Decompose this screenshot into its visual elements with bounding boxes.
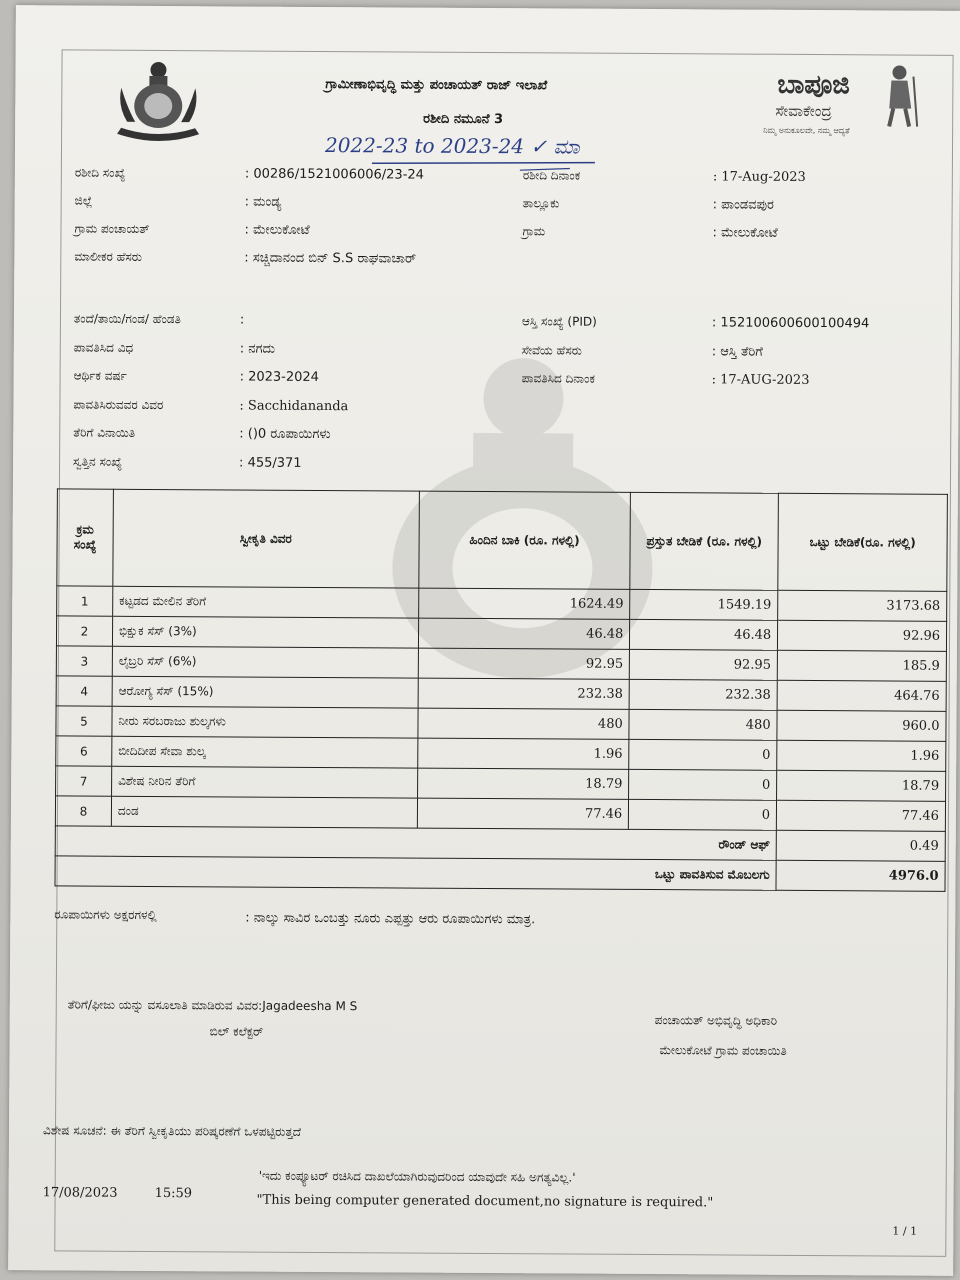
serial-cell: 3 <box>56 646 112 676</box>
description-cell: ಲೈಬ್ರರಿ ಸೆಸ್ (6%) <box>112 646 418 678</box>
detail-row <box>74 336 514 367</box>
asset-number-value: : 455/371 <box>239 454 302 471</box>
detail-row <box>521 367 921 398</box>
village-value: : ಮೇಲುಕೋಟೆ <box>712 225 778 241</box>
current-demand-cell: 1549.19 <box>630 589 778 620</box>
grand-total-value: 4976.0 <box>776 860 945 891</box>
previous-balance-cell: 92.95 <box>418 648 630 679</box>
total-demand-cell: 3173.68 <box>778 590 947 621</box>
receipt-number-label: ರಶೀದಿ ಸಂಖ್ಯೆ <box>74 165 126 180</box>
details2-right-block <box>521 310 922 398</box>
brand-tagline: ನಿಮ್ಮ ಅನುಕೂಲವೇ, ನಮ್ಮ ಆದ್ಯತೆ <box>763 125 850 136</box>
col-header-previous-balance: ಹಿಂದಿನ ಬಾಕಿ (ರೂ. ಗಳಲ್ಲಿ) <box>418 491 630 589</box>
col-header-description: ಸ್ವೀಕೃತಿ ವಿವರ <box>113 489 419 588</box>
taluk-value: : ಪಾಂಡವಪುರ <box>712 197 774 213</box>
serial-cell: 1 <box>57 586 113 616</box>
detail-row <box>74 307 514 338</box>
gram-panchayat-label: ಗ್ರಾಮ ಪಂಚಾಯತ್ <box>74 221 150 236</box>
special-note: ವಿಶೇಷ ಸೂಚನೆ: ಈ ತೆರಿಗೆ ಸ್ವೀಕೃತಿಯು ಪರಿಷ್ಕರಣೆಗೆ ಒಳಪಟ್ಟಿರುತ್ತದೆ <box>42 1123 302 1139</box>
detail-row <box>522 339 922 370</box>
details-right-block <box>522 164 923 250</box>
karnataka-emblem-icon <box>113 58 204 145</box>
detail-row <box>522 310 922 341</box>
gandhi-figure-icon <box>877 62 923 128</box>
brand-subtitle: ಸೇವಾಕೇಂದ್ರ <box>775 101 832 121</box>
previous-balance-cell: 46.48 <box>418 618 630 649</box>
previous-balance-cell: 1624.49 <box>418 588 630 619</box>
detail-row <box>74 245 634 276</box>
officer-office: ಮೇಲುಕೋಟೆ ಗ್ರಾಮ ಪಂಚಾಯಿತಿ <box>659 1043 787 1058</box>
previous-balance-cell: 1.96 <box>417 738 629 769</box>
payment-date-label: ಪಾವತಿಸಿದ ದಿನಾಂಕ <box>521 371 595 386</box>
service-name-value: : ಆಸ್ತಿ ತೆರಿಗೆ <box>711 343 763 360</box>
print-time: 15:59 <box>154 1185 193 1202</box>
financial-year-label: ಆರ್ಥಿಕ ವರ್ಷ <box>73 368 127 383</box>
computer-note-english: "This being computer generated document,no signature is required." <box>256 1192 714 1211</box>
form-title: ರಶೀದಿ ನಮೂನೆ 3 <box>423 111 504 128</box>
current-demand-cell: 232.38 <box>629 679 777 710</box>
officer-title: ಪಂಚಾಯತ್ ಅಭಿವೃದ್ಧಿ ಅಧಿಕಾರಿ <box>654 1013 778 1028</box>
payment-date-value: : 17-AUG-2023 <box>711 372 810 388</box>
brand-name: ಬಾಪೂಜಿ <box>777 69 850 101</box>
grand-total-label: ಒಟ್ಟು ಪಾವತಿಸುವ ಮೊಬಲಗು <box>55 856 776 890</box>
description-cell: ನೀರು ಸರಬರಾಜು ಶುಲ್ಕಗಳು <box>112 706 418 738</box>
description-cell: ಕಟ್ಟಡದ ಮೇಲಿನ ತೆರಿಗೆ <box>113 586 419 618</box>
detail-row <box>73 421 513 452</box>
current-demand-cell: 480 <box>629 709 777 740</box>
detail-row <box>523 192 923 222</box>
parent-spouse-label: ತಂದೆ/ತಾಯಿ/ಗಂಡ/ ಹೆಂಡತಿ <box>73 311 181 327</box>
detail-row <box>73 393 513 424</box>
property-id-label: ಆಸ್ತಿ ಸಂಖ್ಯೆ (PID) <box>521 314 597 329</box>
col-header-total-demand: ಒಟ್ಟು ಬೇಡಿಕೆ(ರೂ. ಗಳಲ್ಲಿ) <box>778 493 947 591</box>
payer-value: : Sacchidananda <box>239 397 349 414</box>
collector-line: ತೆರಿಗೆ/ಫೀಜು ಯನ್ನು ವಸೂಲಾತಿ ಮಾಡಿರುವ ವಿವರ:Jagadeesha M S <box>67 997 358 1014</box>
district-value: : ಮಂಡ್ಯ <box>244 194 282 210</box>
district-label: ಜಿಲ್ಲೆ <box>74 193 93 208</box>
collector-role: ಬಿಲ್ ಕಲೆಕ್ಟರ್ <box>209 1024 264 1039</box>
serial-cell: 5 <box>56 706 112 736</box>
current-demand-cell: 0 <box>629 739 777 770</box>
amount-words-value: : ನಾಲ್ಕು ಸಾವಿರ ಒಂಬತ್ತು ನೂರು ಎಪ್ಪತ್ತು ಆರು ರೂಪಾಯಿಗಳು ಮಾತ್ರ. <box>245 910 536 928</box>
round-off-value: 0.49 <box>776 830 945 861</box>
fees-table <box>54 488 947 891</box>
tax-exemption-value: : ()0 ರೂಪಾಯಿಗಳು <box>239 426 331 443</box>
taluk-label: ತಾಲ್ಲೂಕು <box>522 196 560 211</box>
total-demand-cell: 18.79 <box>777 770 946 801</box>
detail-row <box>73 450 513 481</box>
description-cell: ಭಿಕ್ಷುಕ ಸೆಸ್ (3%) <box>112 616 418 648</box>
serial-cell: 8 <box>55 796 111 826</box>
grand-total-row <box>55 856 945 891</box>
gram-panchayat-value: : ಮೇಲುಕೋಟೆ <box>244 222 310 238</box>
current-demand-cell: 0 <box>629 799 777 830</box>
detail-row <box>74 364 514 395</box>
details2-left-block <box>73 307 514 481</box>
detail-row <box>523 164 923 194</box>
round-off-label: ರೌಂಡ್ ಆಫ್ <box>55 826 776 860</box>
previous-balance-cell: 232.38 <box>418 678 630 709</box>
total-demand-cell: 1.96 <box>777 740 946 771</box>
receipt-date-label: ರಶೀದಿ ದಿನಾಂಕ <box>522 168 581 183</box>
handwritten-note: 2022-23 to 2023-24 ✓ ಮಾ <box>324 133 580 159</box>
serial-cell: 4 <box>56 676 112 706</box>
receipt-number-value: : 00286/1521006006/23-24 <box>244 166 425 183</box>
receipt-paper <box>8 5 960 1276</box>
previous-balance-cell: 480 <box>417 708 629 739</box>
page-number: 1 / 1 <box>892 1224 918 1238</box>
total-demand-cell: 464.76 <box>777 680 946 711</box>
department-title: ಗ್ರಾಮೀಣಾಭಿವೃದ್ಧಿ ಮತ್ತು ಪಂಚಾಯತ್ ರಾಜ್ ಇಲಾಖೆ <box>325 77 548 94</box>
payment-mode-value: : ನಗದು <box>239 340 276 357</box>
owner-name-label: ಮಾಲೀಕರ ಹೆಸರು <box>74 249 143 264</box>
current-demand-cell: 92.95 <box>630 649 778 680</box>
serial-cell: 7 <box>56 766 112 796</box>
total-demand-cell: 960.0 <box>777 710 946 741</box>
total-demand-cell: 92.96 <box>778 620 947 651</box>
description-cell: ವಿಶೇಷ ನೀರಿನ ತೆರಿಗೆ <box>111 766 417 798</box>
owner-name-value: : ಸಚ್ಚಿದಾನಂದ ಬಿನ್ S.S ರಾಘವಾಚಾರ್ <box>244 250 417 267</box>
previous-balance-cell: 18.79 <box>417 768 629 799</box>
description-cell: ಬೀದಿದೀಪ ಸೇವಾ ಶುಲ್ಕ <box>112 736 418 768</box>
payer-label: ಪಾವತಿಸಿರುವವರ ವಿವರ <box>73 396 164 412</box>
service-name-label: ಸೇವೆಯ ಹೆಸರು <box>521 342 582 358</box>
payment-mode-label: ಪಾವತಿಸಿದ ವಿಧ <box>73 339 134 355</box>
col-header-current-demand: ಪ್ರಸ್ತುತ ಬೇಡಿಕೆ (ರೂ. ಗಳಲ್ಲಿ) <box>630 492 778 590</box>
serial-cell: 2 <box>56 616 112 646</box>
village-label: ಗ್ರಾಮ <box>522 224 546 239</box>
description-cell: ದಂಡ <box>111 796 417 828</box>
financial-year-value: : 2023-2024 <box>239 369 320 385</box>
serial-cell: 6 <box>56 736 112 766</box>
computer-note-kannada: 'ಇದು ಕಂಪ್ಯೂಟರ್ ರಚಿಸಿದ ದಾಖಲೆಯಾಗಿರುವುದರಿಂದ ಯಾವುದೇ ಸಹಿ ಅಗತ್ಯವಿಲ್ಲ.' <box>258 1168 576 1185</box>
current-demand-cell: 0 <box>629 769 777 800</box>
property-id-value: : 152100600600100494 <box>711 315 870 332</box>
total-demand-cell: 77.46 <box>776 800 945 831</box>
amount-words-label: ರೂಪಾಯಿಗಳು ಅಕ್ಷರಗಳಲ್ಲಿ <box>54 907 157 923</box>
detail-row <box>522 220 922 250</box>
previous-balance-cell: 77.46 <box>417 798 629 829</box>
total-demand-cell: 185.9 <box>777 650 946 681</box>
asset-number-label: ಸ್ವತ್ತಿನ ಸಂಖ್ಯೆ <box>73 453 123 469</box>
current-demand-cell: 46.48 <box>630 619 778 650</box>
table-header-row <box>57 489 948 591</box>
parent-spouse-value: : <box>239 312 245 328</box>
description-cell: ಆರೋಗ್ಯ ಸೆಸ್ (15%) <box>112 676 418 708</box>
receipt-date-value: : 17-Aug-2023 <box>712 169 806 185</box>
col-header-serial: ಕ್ರಮ ಸಂಖ್ಯೆ <box>57 489 114 586</box>
print-date: 17/08/2023 <box>42 1185 118 1201</box>
tax-exemption-label: ತೆರಿಗೆ ವಿನಾಯಿತಿ <box>73 425 136 440</box>
